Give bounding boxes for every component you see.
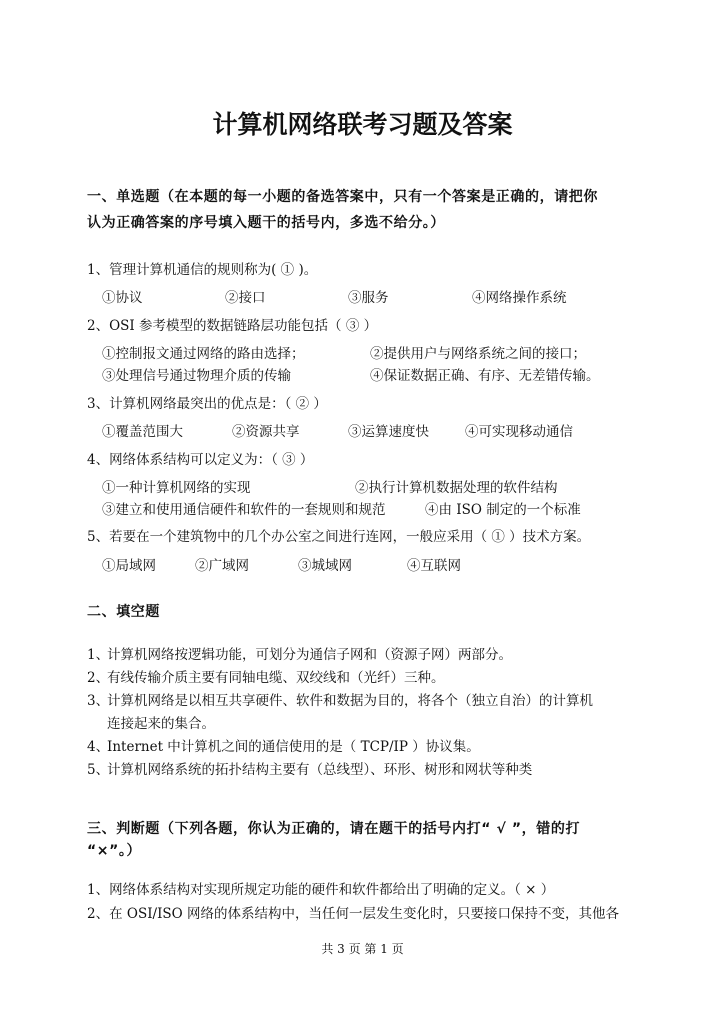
fill-item-num: 3、 — [87, 693, 110, 709]
option: ③建立和使用通信硬件和软件的一套规则和规范 — [102, 502, 386, 518]
option: ④可实现移动通信 — [465, 424, 573, 440]
section1-heading-cont: 认为正确答案的序号填入题干的括号内，多选不给分。） — [87, 215, 445, 231]
question-4: 4、网络体系结构可以定义为：（ ③ ） — [87, 452, 314, 468]
section3-heading: 三、判断题（下列各题，你认为正确的，请在题干的括号内打“ √ ”，错的打 — [87, 821, 581, 837]
fill-item: Internet 中计算机之间的通信使用的是（ TCP/IP ）协议集。 — [107, 739, 480, 755]
option: ②提供用户与网络系统之间的接口； — [370, 346, 586, 362]
option: ①协议 — [102, 290, 143, 306]
judge-item: 1、网络体系结构对实现所规定功能的硬件和软件都给出了明确的定义。（ × ） — [87, 882, 555, 898]
fill-item-cont: 连接起来的集合。 — [107, 716, 215, 732]
fill-item: 有线传输介质主要有同轴电缆、双绞线和（光纤）三种。 — [107, 670, 445, 686]
judge-item: 2、在 OSI/ISO 网络的体系结构中，当任何一层发生变化时，只要接口保持不变，其他各 — [87, 906, 620, 922]
fill-item-num: 5、 — [87, 762, 110, 778]
question-5: 5、若要在一个建筑物中的几个办公室之间进行连网，一般应采用（ ① ）技术方案。 — [87, 529, 591, 545]
section2-heading: 二、填空题 — [87, 604, 160, 620]
option: ①一种计算机网络的实现 — [102, 480, 251, 496]
question-1: 1、管理计算机通信的规则称为( ① )。 — [87, 262, 318, 278]
option: ③处理信号通过物理介质的传输 — [102, 368, 291, 384]
fill-item: 计算机网络按逻辑功能，可划分为通信子网和（资源子网）两部分。 — [107, 647, 512, 663]
page-footer: 共 3 页 第 1 页 — [321, 942, 404, 956]
section3-heading-cont: “×”。） — [87, 843, 142, 859]
question-3: 3、计算机网络最突出的优点是：（ ② ） — [87, 396, 327, 412]
option: ③服务 — [348, 290, 389, 306]
option: ③运算速度快 — [348, 424, 429, 440]
option: ②执行计算机数据处理的软件结构 — [355, 480, 558, 496]
fill-item: 计算机网络是以相互共享硬件、软件和数据为目的，将各个（独立自治）的计算机 — [107, 693, 593, 709]
option: ②接口 — [225, 290, 266, 306]
fill-item-num: 2、 — [87, 670, 110, 686]
fill-item: 计算机网络系统的拓扑结构主要有（总线型）、环形、树形和网状等种类 — [107, 762, 533, 778]
fill-item-num: 4、 — [87, 739, 110, 755]
option: ①控制报文通过网络的路由选择； — [102, 346, 305, 362]
option: ④网络操作系统 — [472, 290, 567, 306]
option: ③城域网 — [298, 558, 352, 574]
option: ②广域网 — [195, 558, 249, 574]
fill-item-num: 1、 — [87, 647, 110, 663]
option: ①覆盖范围大 — [102, 424, 183, 440]
option: ①局域网 — [102, 558, 156, 574]
document-title: 计算机网络联考习题及答案 — [212, 110, 513, 139]
option: ④互联网 — [407, 558, 461, 574]
option: ②资源共享 — [232, 424, 300, 440]
section1-heading: 一、单选题（在本题的每一小题的备选答案中，只有一个答案是正确的，请把你 — [87, 189, 598, 205]
option: ④保证数据正确、有序、无差错传输。 — [370, 368, 600, 384]
option: ④由 ISO 制定的一个标准 — [425, 502, 581, 518]
question-2: 2、OSI 参考模型的数据链路层功能包括（ ③ ） — [87, 318, 378, 334]
